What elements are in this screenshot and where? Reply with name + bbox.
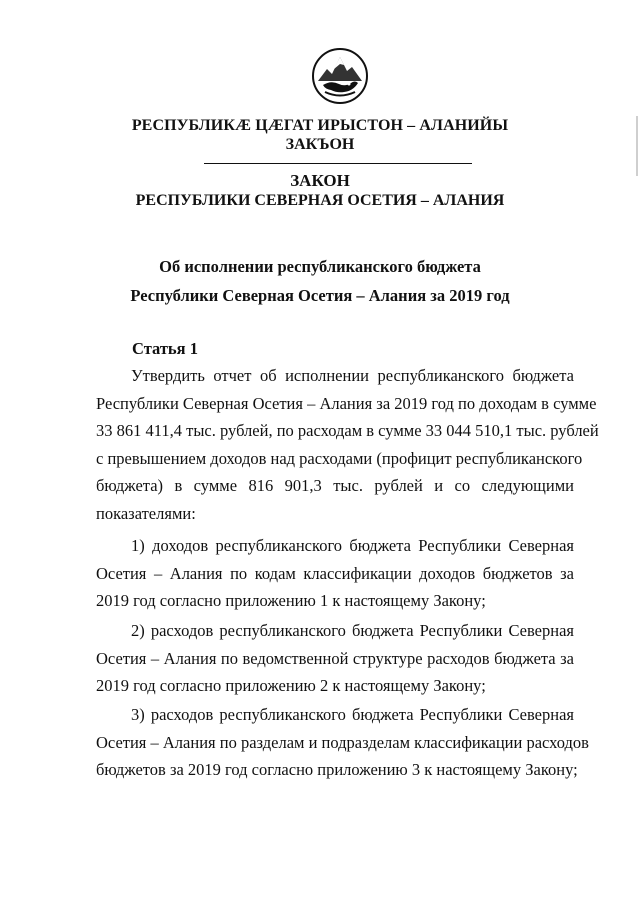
paragraph-line: 33 861 411,4 тыс. рублей, по расходам в сумме 33 044 510,1 тыс. рублей bbox=[96, 421, 599, 440]
paragraph-line: 2019 год согласно приложению 2 к настоящему Закону; bbox=[96, 676, 486, 695]
paragraph-line: Осетия – Алания по кодам классификации доходов бюджетов за bbox=[96, 563, 574, 583]
list-item bbox=[96, 617, 574, 700]
paragraph-line: Осетия – Алания по ведомственной структуре расходов бюджета за bbox=[96, 648, 574, 668]
paragraph-line: бюджета) в сумме 816 901,3 тыс. рублей и со следующими bbox=[96, 476, 574, 495]
list-item bbox=[96, 701, 589, 784]
paragraph-line: Республики Северная Осетия – Алания за 2019 год по доходам в сумме bbox=[96, 393, 597, 413]
ossetian-law-word: ЗАКЪОН bbox=[285, 136, 355, 153]
coat-of-arms-icon bbox=[311, 47, 369, 105]
paragraph-line: 2) расходов республиканского бюджета Республики Северная bbox=[131, 621, 574, 640]
law-title-line-1: Об исполнении республиканского бюджета bbox=[159, 257, 481, 276]
law-title-line-2: Республики Северная Осетия – Алания за 2019 год bbox=[130, 286, 510, 305]
russian-law-word: ЗАКОН bbox=[290, 171, 350, 190]
paragraph-line: 2019 год согласно приложению 1 к настоящему Закону; bbox=[96, 591, 486, 610]
paragraph-line: Утвердить отчет об исполнении республиканского бюджета bbox=[131, 366, 574, 385]
paragraph-line: бюджетов за 2019 год согласно приложению 3 к настоящему Закону; bbox=[96, 760, 578, 779]
ossetian-republic-name: РЕСПУБЛИКӔ ЦӔГАТ ИРЫСТОН – АЛАНИЙЫ bbox=[131, 117, 509, 134]
scan-edge-mark bbox=[636, 116, 638, 176]
paragraph-line: Осетия – Алания по разделам и подразделам классификации расходов bbox=[96, 732, 589, 752]
list-item bbox=[96, 532, 574, 615]
article-intro-paragraph bbox=[96, 362, 599, 527]
russian-republic-name: РЕСПУБЛИКИ СЕВЕРНАЯ ОСЕТИЯ – АЛАНИЯ bbox=[135, 192, 505, 209]
header-divider bbox=[204, 163, 472, 164]
paragraph-line: с превышением доходов над расходами (профицит республиканского bbox=[96, 448, 583, 468]
paragraph-line: показателями: bbox=[96, 503, 196, 523]
article-heading: Статья 1 bbox=[132, 339, 198, 358]
paragraph-line: 1) доходов республиканского бюджета Республики Северная bbox=[131, 536, 574, 555]
paragraph-line: 3) расходов республиканского бюджета Республики Северная bbox=[131, 705, 574, 724]
